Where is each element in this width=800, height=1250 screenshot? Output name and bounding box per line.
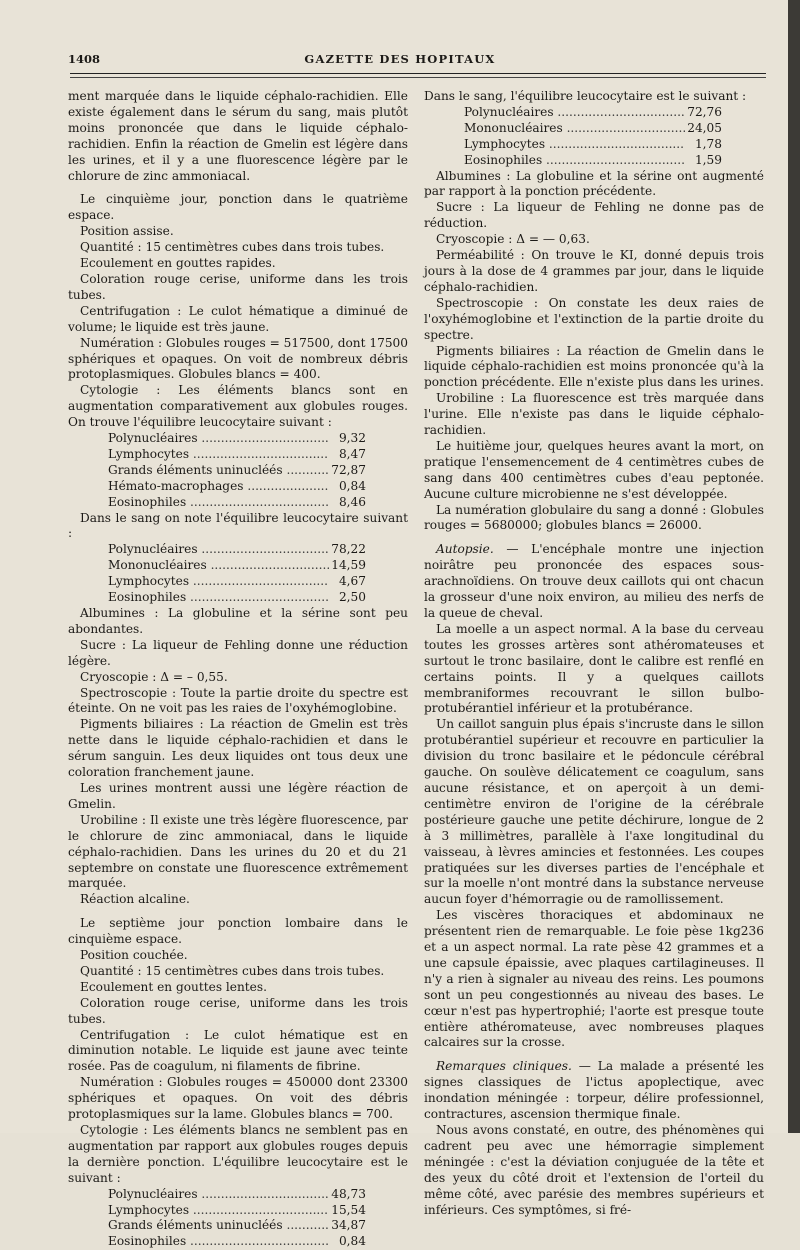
paragraph: Le cinquième jour, ponction dans le quatrième espace. — [68, 192, 408, 223]
section-label: Autopsie. — [436, 542, 494, 557]
paragraph: Le septième jour ponction lombaire dans le cinquième espace. — [68, 916, 408, 947]
paragraph: Cryoscopie : Δ = — 0,63. — [436, 232, 590, 247]
paragraph: Ecoulement en gouttes lentes. — [80, 979, 267, 994]
table-row: Lymphocytes ..... 8,47 — [108, 447, 366, 463]
leukocyte-table — [464, 105, 722, 169]
table-row: Eosinophiles ..... 1,59 — [464, 153, 722, 169]
table-row: Lymphocytes ..... 15,54 — [108, 1203, 366, 1219]
table-row: Polynucléaires ..... 72,76 — [464, 105, 722, 121]
paragraph: Quantité : 15 centimètres cubes dans trois tubes. — [80, 240, 385, 255]
table-row: Polynucléaires ..... 48,73 — [108, 1187, 366, 1203]
table-row: Grands éléments uninucléés ..... 72,87 — [108, 463, 366, 479]
paragraph: Spectroscopie : Toute la partie droite du spectre est éteinte. On ne voit pas les raies de l'oxyhémoglobine. — [68, 685, 408, 716]
table-row: Lymphocytes ..... 1,78 — [464, 137, 722, 153]
paragraph: Ecoulement en gouttes rapides. — [80, 256, 276, 271]
paragraph: Spectroscopie : On constate les deux raies de l'oxyhémoglobine et l'extinction de la partie droite du spectre. — [424, 295, 764, 342]
paragraph: Le huitième jour, quelques heures avant la mort, on pratique l'ensemencement de 4 centimètres cubes de sang dans 400 centimètres cubes d'eau peptonée. Aucune culture microbienne ne s'est développée. — [424, 438, 764, 501]
paragraph: Sucre : La liqueur de Fehling ne donne pas de réduction. — [424, 200, 764, 231]
paragraph: Réaction alcaline. — [80, 892, 190, 907]
paragraph: Quantité : 15 centimètres cubes dans trois tubes. — [80, 963, 385, 978]
paragraph: Cytologie : Les éléments blancs ne semblent pas en augmentation par rapport aux globules rouges depuis la dernière ponction. L'équilibre leucocytaire est le suivant : — [68, 1123, 408, 1185]
paragraph: Pigments biliaires : La réaction de Gmelin dans le liquide céphalo-rachidien est moins prononcée qu'à la ponction précédente. Elle n'existe plus dans les urines. — [424, 343, 764, 390]
table-row: Polynucléaires ..... 78,22 — [108, 542, 366, 558]
leukocyte-table — [108, 1187, 366, 1250]
paragraph: Cytologie : Les éléments blancs sont en augmentation comparativement aux globules rouges. On trouve l'équilibre leucocytaire suivant : — [68, 383, 408, 430]
table-row: Hémato-macrophages ..... 0,84 — [108, 479, 366, 495]
table-row: Mononucléaires ..... 14,59 — [108, 558, 366, 574]
table-row: Lymphocytes ..... 4,67 — [108, 574, 366, 590]
paragraph: Coloration rouge cerise, uniforme dans les trois tubes. — [68, 271, 408, 302]
paragraph: La numération globulaire du sang a donné : Globules rouges = 5680000; globules blancs = 26000. — [424, 502, 764, 533]
paragraph: Urobiline : Il existe une très légère fluorescence, par le chlorure de zinc ammoniacal, dans le liquide céphalo-rachidien. Dans les urines du 20 et du 21 septembre on constate une fluorescence extrêmement marquée. — [68, 812, 408, 891]
page-header — [40, 52, 760, 74]
table-row: Mononucléaires ..... 24,05 — [464, 121, 722, 137]
leukocyte-table — [108, 431, 366, 511]
page-edge — [788, 0, 800, 1133]
paragraph: Remarques cliniques. — La malade a présenté les signes classiques de l'ictus apoplectique, avec inondation méningée : torpeur, délire professionnel, contractures, ascension thermique finale. — [424, 1059, 764, 1122]
paragraph: Sucre : La liqueur de Fehling donne une réduction légère. — [68, 637, 408, 668]
table-row: Eosinophiles ..... 2,50 — [108, 590, 366, 606]
paragraph: Centrifugation : Le culot hématique a diminué de volume; le liquide est très jaune. — [68, 303, 408, 334]
paragraph: Dans le sang on note l'équilibre leucocytaire suivant : — [68, 510, 408, 541]
paragraph: Autopsie. — L'encéphale montre une injection noirâtre peu prononcée des espaces sous-arachnoïdiens. On trouve deux caillots qui ont chacun la grosseur d'une noix environ, au milieu des nerfs de la queue de cheval. — [424, 542, 764, 620]
paragraph: Coloration rouge cerise, uniforme dans les trois tubes. — [68, 995, 408, 1026]
table-row: Grands éléments uninucléés ..... 34,87 — [108, 1218, 366, 1234]
section-label: Remarques cliniques. — [436, 1059, 572, 1074]
paragraph: Position assise. — [80, 224, 174, 239]
paragraph: Dans le sang, l'équilibre leucocytaire est le suivant : — [424, 89, 747, 103]
paragraph: Les urines montrent aussi une légère réaction de Gmelin. — [68, 780, 408, 811]
paragraph: Pigments biliaires : La réaction de Gmelin est très nette dans le liquide céphalo-rachidien et dans le sérum sanguin. Les deux liquides ont tous deux une coloration franchement jaune. — [68, 717, 408, 780]
paragraph: Albumines : La globuline et la sérine sont peu abondantes. — [68, 606, 408, 636]
right-column — [424, 89, 764, 1218]
header-rule — [70, 73, 766, 74]
paragraph: Perméabilité : On trouve le KI, donné depuis trois jours à la dose de 4 grammes par jour, dans le liquide céphalo-rachidien. — [424, 248, 764, 294]
paragraph: ment marquée dans le liquide céphalo-rachidien. Elle existe également dans le sérum du sang, mais plutôt moins prononcée que dans le liquide céphalo-rachidien. Enfin la réaction de Gmelin est légère dans les urines, et il y a une fluorescence légère par le chlorure de zinc ammoniacal. — [68, 89, 408, 183]
paragraph: Numération : Globules rouges = 517500, dont 17500 sphériques et opaques. On voit de nombreux débris protoplasmiques. Globules blancs = 400. — [68, 335, 408, 382]
journal-title: GAZETTE DES HOPITAUX — [304, 52, 496, 66]
table-row: Polynucléaires ..... 9,32 — [108, 431, 366, 447]
left-column — [68, 89, 408, 1250]
paragraph: Nous avons constaté, en outre, des phénomènes qui cadrent peu avec une hémorragie simplement méningée : c'est la déviation conjuguée de la tête et des yeux du côté droit et l'extension de l'orteil du même côté, avec parésie des membres supérieurs et inférieurs. Ces symptômes, si fré- — [424, 1123, 764, 1217]
paragraph: Un caillot sanguin plus épais s'incruste dans le sillon protubérantiel supérieur et recouvre en particulier la division du tronc basilaire et le pédoncule cérébral gauche. On soulève délicatement ce coagulum, sans aucune résistance, et on aperçoit à un demi-centimètre environ de l'origine de la cérébrale postérieure gauche une petite déchirure, longue de 2 à 3 millimètres, parallèle à l'axe longitudinal du vaisseau, à lèvres amincies et festonnées. Les coupes pratiquées sur les diverses parties de l'encéphale et sur la moelle n'ont montré dans la substance nerveuse aucun foyer d'hémorragie ou de ramollissement. — [424, 717, 764, 907]
page-number: 1408 — [68, 52, 101, 66]
table-row: Eosinophiles ..... 0,84 — [108, 1234, 366, 1250]
paragraph: Urobiline : La fluorescence est très marquée dans l'urine. Elle n'existe pas dans le liquide céphalo-rachidien. — [424, 391, 764, 438]
paragraph: Numération : Globules rouges = 450000 dont 23300 sphériques et opaques. On voit des débris protoplasmiques sur la lame. Globules blancs = 700. — [68, 1075, 408, 1122]
header-rule-thin — [70, 77, 766, 78]
paragraph: La moelle a un aspect normal. A la base du cerveau toutes les grosses artères sont athéromateuses et surtout le tronc basilaire, dont le calibre est renflé en certains points. Il y a quelques caillots membraniformes recouvrant le sillon bulbo-protubérantiel inférieur et la protubérance. — [424, 621, 764, 716]
paragraph: Albumines : La globuline et la sérine ont augmenté par rapport à la ponction précédente. — [424, 168, 764, 199]
table-row: Eosinophiles ..... 8,46 — [108, 495, 366, 511]
paragraph: Position couchée. — [80, 948, 188, 963]
paragraph: Les viscères thoraciques et abdominaux ne présentent rien de remarquable. Le foie pèse 1kg236 et a un aspect normal. La rate pèse 42 grammes et a une capsule épaissie, avec plaques cartilagineuses. Il n'y a rien à signaler au niveau des reins. Les poumons sont un peu congestionnés au niveau des bases. Le cœur n'est pas hypertrophié; l'aorte est presque toute entière athéromateuse, avec nombreuses plaques calcaires sur la crosse. — [424, 908, 764, 1050]
paragraph: Centrifugation : Le culot hématique est en diminution notable. Le liquide est jaune avec teinte rosée. Pas de coagulum, ni filaments de fibrine. — [68, 1027, 408, 1074]
leukocyte-table — [108, 542, 366, 606]
paragraph: Cryoscopie : Δ = – 0,55. — [80, 669, 228, 684]
